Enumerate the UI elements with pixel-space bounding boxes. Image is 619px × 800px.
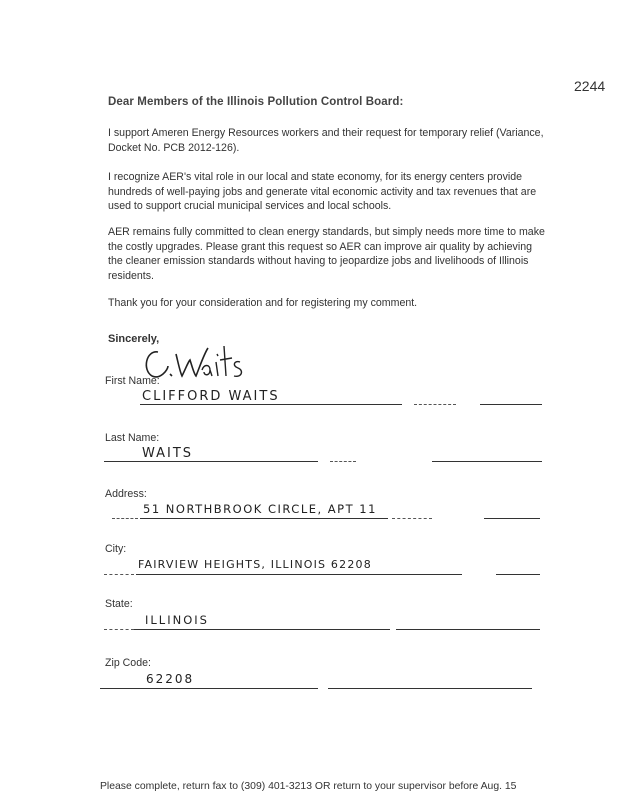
- address-label: Address:: [105, 488, 147, 500]
- closing-sincerely: Sincerely,: [108, 333, 160, 345]
- footer-instructions: Please complete, return fax to (309) 401-3213 OR return to your supervisor before Aug. 15: [100, 781, 517, 792]
- paragraph-thanks: Thank you for your consideration and for registering my comment.: [108, 297, 418, 309]
- address-value[interactable]: 51 NORTHBROOK CIRCLE, APT 11: [143, 502, 377, 516]
- first-name-line: [140, 404, 402, 405]
- address-line-dash: [112, 518, 138, 519]
- state-line: [134, 629, 390, 630]
- city-line-end: [496, 574, 540, 575]
- last-name-value[interactable]: WAITS: [142, 446, 194, 461]
- first-name-line-dash: [414, 404, 456, 405]
- city-value[interactable]: FAIRVIEW HEIGHTS, ILLINOIS 62208: [138, 558, 372, 571]
- zip-code-line: [100, 688, 318, 689]
- last-name-label: Last Name:: [105, 432, 160, 444]
- city-line-dash: [104, 574, 134, 575]
- paragraph-support: I support Ameren Energy Resources workers and their request for temporary relief (Variance, Docket No. PCB 2012-126).: [108, 127, 544, 154]
- address-line-end: [484, 518, 540, 519]
- zip-code-value[interactable]: 62208: [146, 672, 195, 686]
- state-value[interactable]: ILLINOIS: [145, 613, 209, 627]
- last-name-line: [104, 461, 318, 462]
- document-number: 2244: [574, 78, 606, 94]
- first-name-value[interactable]: CLIFFORD WAITS: [142, 389, 280, 404]
- state-line-dash: [104, 629, 134, 630]
- paragraph-standards: AER remains fully committed to clean energy standards, but simply needs more time to make the costly upgrades. Please grant this request so AER can improve air quality by achieving the cleaner emission standards without having to jeopardize jobs and livelihoods of Illinois residents.: [108, 226, 545, 282]
- city-line: [136, 574, 462, 575]
- state-line-end: [396, 629, 540, 630]
- address-line-dash-2: [392, 518, 432, 519]
- first-name-line-end: [480, 404, 542, 405]
- zip-code-line-end: [328, 688, 532, 689]
- zip-code-label: Zip Code:: [105, 657, 151, 669]
- letter-greeting: Dear Members of the Illinois Pollution Control Board:: [108, 96, 404, 108]
- city-label: City:: [105, 543, 127, 555]
- first-name-label: First Name:: [105, 375, 160, 387]
- last-name-line-dash: [330, 461, 356, 462]
- state-label: State:: [105, 598, 133, 610]
- paragraph-economy: I recognize AER's vital role in our local and state economy, for its energy centers provide hundreds of well-paying jobs and generate vital economic activity and tax revenues that are used to support crucial municipal services and local schools.: [108, 171, 537, 213]
- last-name-line-end: [432, 461, 542, 462]
- address-line: [140, 518, 388, 519]
